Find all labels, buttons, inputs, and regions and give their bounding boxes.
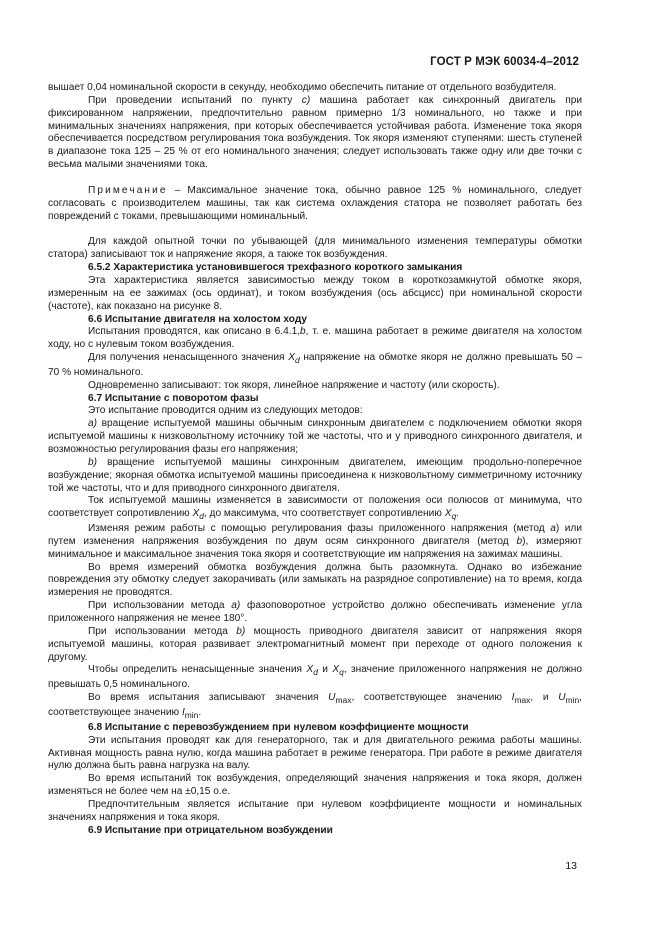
paragraph: Для получения ненасыщенного значения $X_d$ напряжение на обмотке якоря не должно превышать 50 – 70 % номинального. [48,352,582,378]
page-number: 13 [565,860,577,872]
paragraph: Во время измерений обмотка возбуждения должна быть разомкнута. Однако во избежание повреждения эту обмотку следует закорачивать (или замыкать на разрядное сопротивление) на то время, когда измерения не проводятся. [48,561,582,599]
section-heading: 6.6 Испытание двигателя на холостом ходу [88,313,308,325]
paragraph: Для каждой опытной точки по убывающей (для минимального изменения температуры обмотки статора) записывают ток и напряжение якоря, а также ток возбуждения. [48,236,582,261]
paragraph: Во время испытания записывают значения $U_{max}$, соответствующее значению $I_{max}$, и $U_{min}$, соответствующее значению $I_{min}$. [48,692,582,720]
section-heading: 6.7 Испытание с поворотом фазы [88,392,259,404]
paragraph: Ток испытуемой машины изменяется в зависимости от положения оси полюсов от минимума, что соответствует сопротивлению $X_d$, до максимума, что соответствует сопротивлению $X_q$. [48,495,582,522]
paragraph: Испытания проводятся, как описано в 6.4.1,b, т. е. машина работает в режиме двигателя на холостом ходу, но с нулевым током возбуждения. [48,326,582,351]
paragraph: Изменяя режим работы с помощью регулирования фазы приложенного напряжения (метод a) или путем изменения напряжения возбуждения по двум осям синхронного двигателя (метод b), измеряют минимальное и максимальное значения тока якоря и соответствующие им напряжения на зажимах машины. [48,523,582,560]
list-item: b) вращение испытуемой машины синхронным двигателем, имеющим продольно-поперечное возбуждение; якорная обмотка испытуемой машины присоединена к низковольтному симметричному источнику той же частоты, что и для приводного синхронного двигателя. [48,456,582,494]
paragraph: Это испытание проводится одним из следующих методов: [88,405,363,417]
note-label: Примечание [88,184,168,196]
paragraph: Эта характеристика является зависимостью между током в короткозамкнутой обмотке якоря, измеренным на ее зажимах (ось ординат), и током возбуждения (ось абсцисс) при номинальной скорости (частоте), как показано на рисунке 8. [48,274,582,312]
paragraph: При использовании метода b) мощность приводного двигателя зависит от напряжения якоря испытуемой машины, которая развивает электромагнитный момент при переходе от одного положения к другому. [48,625,582,663]
paragraph: Одновременно записывают: ток якоря, линейное напряжение и частоту (или скорость). [88,379,500,391]
document-code-header: ГОСТ Р МЭК 60034-4–2012 [430,56,579,68]
paragraph: Предпочтительным является испытание при нулевом коэффициенте мощности и номинальных значениях напряжения и тока якоря. [48,798,582,823]
list-item: a) вращение испытуемой машины обычным синхронным двигателем с подключением обмотки якоря испытуемой машины к низковольтному источнику той же частоты, что и у приводного синхронного двигателя, и возможностью регулирования фазы его напряжения; [48,418,582,455]
paragraph: Во время испытаний ток возбуждения, определяющий значения напряжения и тока якоря, должен изменяться не более чем на ±0,15 о.е. [48,773,582,798]
section-heading: 6.8 Испытание с перевозбуждением при нулевом коэффициенте мощности [88,721,469,733]
section-heading: 6.9 Испытание при отрицательном возбуждении [88,824,333,836]
note: Примечание – Максимальное значение тока, обычно равное 125 % номинального, следует согласовать с производителем машины, так как система охлаждения статора не позволяет работать без повреждений с токами, превышающими номинальный. [48,184,582,222]
paragraph: При проведении испытаний по пункту c) машина работает как синхронный двигатель при фиксированном напряжении, предпочтительно равном примерно 1/3 номинального, но также и при минимальных значениях напряжения, при которых обеспечивается устойчивая работа. Изменение тока якоря обеспечивается посредством регулирования тока возбуждения. Ток якоря изменяют ступенями: шесть ступеней в диапазоне тока 125 – 25 % от его номинального значения; следует использовать также одну или две точки с весьма малыми значениями тока. [48,94,582,171]
paragraph: Чтобы определить ненасыщенные значения $X_d$ и $X_q$, значение приложенного напряжения не должно превышать 0,5 номинального. [48,664,582,691]
section-heading: 6.5.2 Характеристика установившегося трехфазного короткого замыкания [88,262,463,274]
paragraph: вышает 0,04 номинальной скорости в секунду, необходимо обеспечить питание от отдельного возбудителя. [48,82,557,93]
page-content [48,82,582,837]
paragraph: При использовании метода a) фазоповоротное устройство должно обеспечивать изменение угла приложенного напряжения не менее 180°. [48,600,582,624]
paragraph: Эти испытания проводят как для генераторного, так и для двигательного режима работы машины. Активная мощность равна нулю, когда машина работает в режиме генератора. При работе в режиме двигателя нулю должна быть равна нагрузка на валу. [48,734,582,772]
